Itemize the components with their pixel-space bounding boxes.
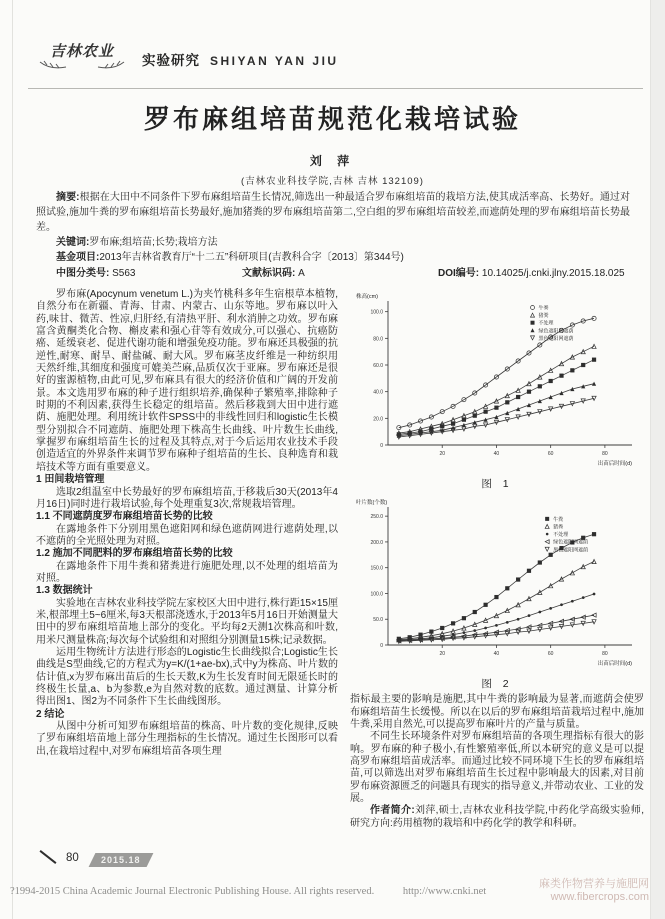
body-paragraph: 指标最主要的影响是施肥,其中牛粪的影响最为显著,而遮荫会使罗布麻组培苗生长缓慢。所以在以后的罗布麻组培苗栽培过程中,施加牛粪,采用自然光,可以提高罗布麻叶片的产量与质量。 (350, 694, 644, 731)
svg-text:40: 40 (493, 650, 500, 657)
cnki-url: http://www.cnki.net (402, 886, 487, 897)
body-paragraph: 从图中分析可知罗布麻组培苗的株高、叶片数的变化规律,反映了罗布麻组培苗地上部分生理指标的生长情况。通过生长图形可以看出,在栽培过程中,对罗布麻组培苗各项生理 (36, 721, 338, 757)
svg-text:不处理: 不处理 (538, 320, 554, 327)
page-header (36, 40, 339, 78)
fund-label: 基金项目: (56, 252, 100, 263)
svg-text:80.0: 80.0 (373, 336, 383, 343)
svg-text:250.0: 250.0 (370, 513, 383, 520)
clc-number: 中图分类号: S563 (56, 268, 136, 279)
figure1-chart (350, 289, 644, 473)
svg-text:牛粪: 牛粪 (538, 305, 549, 312)
svg-text:80: 80 (602, 650, 608, 657)
svg-text:猪粪: 猪粪 (538, 313, 549, 320)
svg-text:0: 0 (380, 443, 383, 449)
paragraph-label: 作者简介: (370, 805, 415, 817)
article-affiliation: (吉林农业科技学院,吉林 吉林 132109) (241, 176, 424, 187)
header-rule (28, 88, 643, 89)
watermark (539, 878, 649, 904)
keywords (36, 235, 630, 250)
section-banner (142, 49, 339, 69)
article-meta (36, 190, 630, 281)
page-number: 80 (66, 852, 79, 864)
svg-text:黑色遮阳网遮荫: 黑色遮阳网遮荫 (538, 335, 574, 342)
figure2 (350, 495, 644, 691)
abstract-text: 根据在大田中不同条件下罗布麻组培苗生长情况,筛选出一种最适合罗布麻组培苗的栽培方法,使其成活率高、长势好。通过对照试验,施加牛粪的罗布麻组培苗长势最好,施加猪粪的罗布麻组培苗第二,空白组的罗布麻组培苗较差,而遮荫处理的罗布麻组培苗长势最差。 (36, 192, 630, 233)
scan-edge-right (650, 0, 665, 919)
copyright-line (10, 886, 486, 897)
section-name-zh: 实验研究 (142, 53, 200, 68)
svg-text:80: 80 (602, 451, 608, 457)
issue-badge (89, 853, 154, 867)
body-heading: 2 结论 (36, 708, 65, 720)
keywords-label: 关键词: (56, 237, 90, 248)
article-author: 刘 萍 (309, 154, 356, 168)
journal-logo (36, 40, 128, 78)
abstract-label: 摘要: (56, 192, 80, 203)
left-column (36, 289, 338, 758)
svg-text:100.0: 100.0 (370, 309, 383, 316)
watermark-site-name: 麻类作物营养与施肥网 (539, 878, 649, 890)
fund-project (36, 250, 630, 265)
article-title: 罗布麻组培苗规范化栽培试验 (143, 104, 521, 134)
journal-logo-leaves (36, 58, 128, 74)
body-heading: 1.1 不同遮荫度罗布麻组培苗长势的比较 (36, 511, 213, 523)
body-heading: 1 田间栽培管理 (36, 474, 105, 486)
figure1 (350, 289, 644, 491)
svg-text:60: 60 (547, 451, 554, 457)
svg-text:黑色遮阳网遮荫: 黑色遮阳网遮荫 (553, 546, 589, 553)
figure2-caption: 图 2 (481, 678, 513, 691)
svg-text:150.0: 150.0 (370, 565, 383, 572)
body-paragraph: 罗布麻(Apocynum venetum L.)为夹竹桃科多年生宿根草本植物,自然分布在新疆、青海、甘肃、内蒙古、山东等地。罗布麻以叶入药,味甘、微苦、性凉,归肝经,有清热平肝、利水消肿之功效。罗布麻富含黄酮类化合物、槲皮素和强心苷等有效成分,可以强心、抗癌防癌、延缓衰老、促进代谢功能和增强免疫功能。罗布麻还具极强的抗逆性,耐寒、耐旱、耐盐碱、耐大风。罗布麻茎皮纤维是一种纺织用天然纤维,其细度和强度可媲美苎麻,品质仅次于亚麻。罗布麻还是很好的蜜源植物,由此可见,罗布麻具有很大的经济价值和广阔的开发前景。本文选用罗布麻的种子进行组织培养,确保种子繁殖率,排除种子时期的不利因素,获得生长稳定的组培苗。然后移栽到大田中进行遮荫、施肥处理。利用统计软件SPSS中的非线性回归和logistic生长模型分别拟合不同遮荫、施肥处理下株高生长曲线、叶片数生长曲线,掌握罗布麻组培苗生长的过程及其特点,对于今后运用农业技术手段创造适宜的外界条件来调节罗布麻种子组培苗的生长、良种选育和栽培技术等方面有重要意义。 (36, 289, 338, 473)
classification-row (36, 266, 630, 281)
svg-text:不处理: 不处理 (553, 531, 569, 538)
right-column-text (350, 694, 644, 830)
page-number-slash (40, 850, 57, 864)
body-paragraph: 运用生物统计方法进行形态的Logistic生长曲线拟合;Logistic生长曲线是S型曲线,它的方程式为y=K/(1+ae-bx),式中y为株高、叶片数的估计值,x为罗布麻出苗后的生长天数,K为生长发育时间无限延长时的终极生长量,a、b为参数,e为自然对数的底数。通过测量、计算分析得出图1、图2为不同条件下生长曲线图形。 (36, 646, 338, 708)
body-paragraph: 在露地条件下分别用黑色遮阳网和绿色遮荫网进行遮荫处理,以不遮荫的全光照处理为对照。 (36, 523, 338, 547)
scan-edge-left (12, 0, 13, 919)
right-column (350, 289, 644, 830)
svg-text:牛粪: 牛粪 (553, 516, 564, 523)
svg-text:猪粪: 猪粪 (553, 524, 564, 531)
svg-text:50.0: 50.0 (373, 616, 383, 623)
body-heading: 1.3 数据统计 (36, 585, 93, 597)
figure2-chart (350, 495, 644, 673)
svg-text:20: 20 (439, 650, 446, 657)
svg-text:200.0: 200.0 (370, 539, 383, 546)
svg-text:绿色遮阳网遮荫: 绿色遮阳网遮荫 (553, 539, 589, 546)
svg-text:60: 60 (547, 650, 554, 657)
body-paragraph: 不同生长环境条件对罗布麻组培苗的各项生理指标有很大的影响。罗布麻的种子极小,有性繁殖率低,所以本研究的意义是可以提高罗布麻组培苗成活率。而通过比较不同环境下生长的罗布麻组培苗,可以筛选出对罗布麻组培苗生长过程中影响最大的因素,对目前罗布麻资源匮乏的问题具有现实的指导意义,并带动农业、工业的发展。 (350, 731, 644, 805)
issue-badge-text: 2015.18 (101, 855, 141, 865)
doi: DOI编号: 10.14025/j.cnki.jlny.2015.18.025 (438, 268, 625, 279)
svg-text:出苗后时间(d): 出苗后时间(d) (597, 461, 632, 467)
svg-text:100.0: 100.0 (370, 591, 383, 598)
svg-text:20.0: 20.0 (373, 416, 383, 423)
svg-text:叶片数(个数): 叶片数(个数) (356, 499, 388, 506)
section-name-pinyin: SHIYAN YAN JIU (210, 54, 339, 68)
svg-text:40: 40 (493, 451, 500, 457)
body-paragraph: 作者简介:刘萍,硕士,吉林农业科技学院,中药化学高级实验师,研究方向:药用植物的栽培和中药化学的教学和科研。 (350, 805, 644, 829)
fund-text: 2013年吉林省教育厅“十二五”科研项目(吉教科合字〔2013〕第344号) (99, 252, 404, 263)
copyright-text: ?1994-2015 China Academic Journal Electronic Publishing House. All rights reserved. (10, 886, 375, 897)
watermark-site-url: www.fibercrops.com (550, 891, 649, 903)
svg-text:株高(cm): 株高(cm) (356, 294, 378, 300)
journal-logo-text: 吉林农业 (49, 44, 114, 60)
svg-text:40.0: 40.0 (373, 389, 383, 396)
body-paragraph: 选取2组温室中长势最好的罗布麻组培苗,于移栽后30天(2013年4月16日)同时进行栽培试验,每个处理重复3次,常规栽培管理。 (36, 486, 338, 510)
body-paragraph: 在露地条件下用牛粪和猪粪进行施肥处理,以不处理的组培苗为对照。 (36, 560, 338, 584)
body-paragraph: 实验地在吉林农业科技学院左家校区大田中进行,株行距15×15厘米,根部埋土5~6厘米,每3天根部浇透水,于2013年5月16日开始测量大田中的罗布麻组培苗地上部分的变化。平均每2天测1次株高和叶数,用米尺测量株高;每次每个试验组和对照组分别测量15株;记录数据。 (36, 597, 338, 646)
svg-text:绿色遮阳网遮荫: 绿色遮阳网遮荫 (538, 328, 574, 335)
svg-text:20: 20 (439, 451, 446, 457)
document-code: 文献标识码: A (242, 268, 305, 279)
abstract (36, 190, 630, 235)
svg-text:0: 0 (380, 642, 383, 649)
svg-text:出苗后时间(d): 出苗后时间(d) (597, 660, 632, 667)
svg-text:60.0: 60.0 (373, 363, 383, 369)
keywords-text: 罗布麻;组培苗;长势;栽培方法 (89, 237, 218, 248)
figure1-caption: 图 1 (481, 478, 513, 491)
body-heading: 1.2 施加不同肥料的罗布麻组培苗长势的比较 (36, 548, 233, 560)
